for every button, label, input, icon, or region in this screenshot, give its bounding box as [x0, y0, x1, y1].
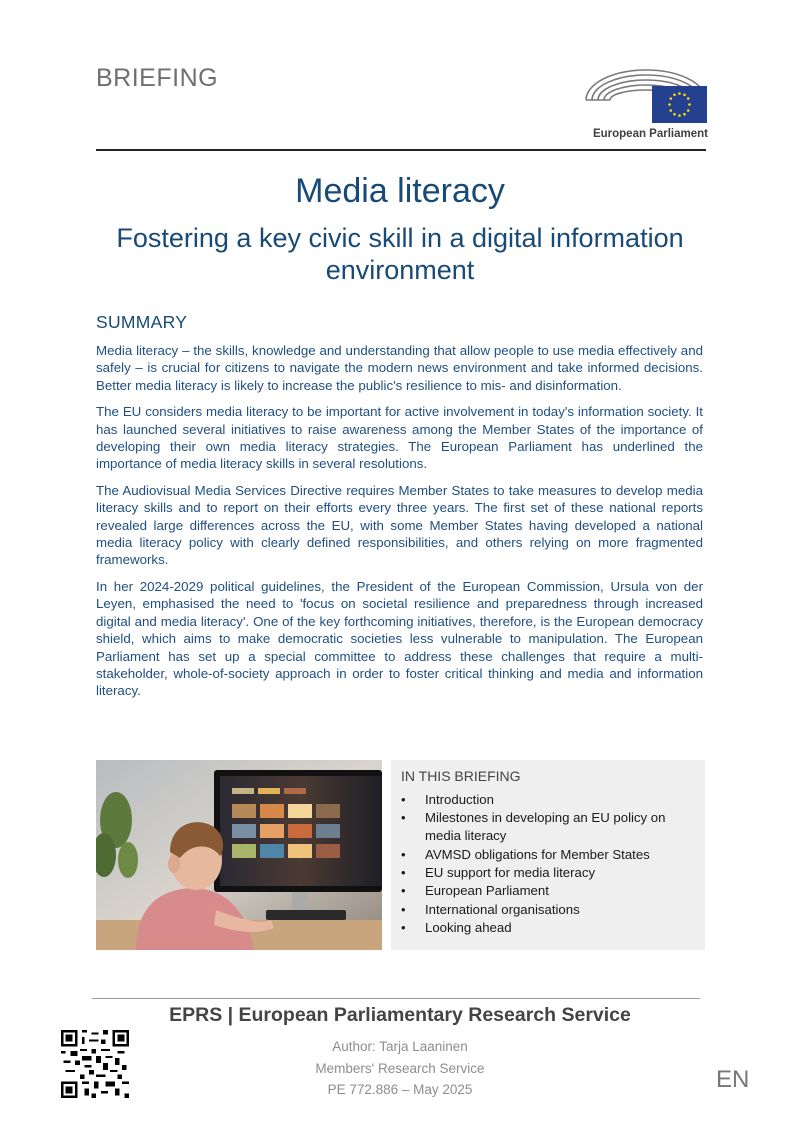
summary-heading: SUMMARY — [96, 312, 188, 332]
european-parliament-name: European Parliament — [592, 128, 708, 140]
summary-paragraph: The Audiovisual Media Services Directive requires Member States to take measures to develop media literacy skills and to report on their efforts every three years. The first set of these national reports revealed large differences across the EU, with some Member States having developed a national media literacy policy with clearly defined responsibilities, and others relying on more fragmented frameworks. — [96, 482, 703, 568]
page-title: Media literacy — [295, 172, 505, 210]
header-divider — [96, 149, 706, 151]
summary-paragraph: Media literacy – the skills, knowledge and understanding that allow people to use media effectively and safely – is crucial for citizens to navigate the modern news environment and take informed decisions. Better media literacy is likely to increase the public's resilience to mis- and disinformation. — [96, 343, 703, 393]
eprs-service-name: EPRS | European Parliamentary Research Service — [169, 1004, 631, 1026]
document-reference: PE 772.886 – May 2025 — [327, 1082, 473, 1097]
toc-list — [401, 791, 691, 938]
research-unit-line: Members' Research Service — [315, 1060, 485, 1076]
in-this-briefing-box — [391, 760, 705, 950]
toc-item[interactable]: • Introduction — [401, 791, 691, 809]
toc-item[interactable]: • European Parliament — [401, 882, 691, 900]
qr-code-icon[interactable] — [61, 1030, 129, 1098]
footer-meta — [250, 1036, 550, 1101]
footer-divider — [92, 998, 700, 999]
page-subtitle: Fostering a key civic skill in a digital information environment — [116, 223, 684, 285]
eu-flag-icon — [652, 86, 707, 123]
toc-item[interactable]: • EU support for media literacy — [401, 864, 691, 882]
toc-item[interactable]: • Milestones in developing an EU policy on media literacy — [401, 809, 691, 845]
toc-item[interactable]: • International organisations — [401, 901, 691, 919]
document-type-label: BRIEFING — [96, 64, 219, 92]
summary-paragraph: In her 2024-2029 political guidelines, the President of the European Commission, Ursula von der Leyen, emphasised the need to 'focus on societal resilience and preparedness through increased digital and media literacy'. One of the key forthcoming initiatives, therefore, is the European democracy shield, which aims to make democratic societies less vulnerable to manipulation. The European Parliament has set up a special committee to address these challenges that require a multi-stakeholder, whole-of-society approach in order to foster critical thinking and media and information literacy. — [96, 578, 703, 699]
toc-heading: IN THIS BRIEFING — [401, 768, 521, 784]
summary-section — [96, 342, 703, 709]
summary-paragraph: The EU considers media literacy to be important for active involvement in today's information society. It has launched several initiatives to raise awareness among the Member States of the importance of developing their own media literacy strategies. The European Parliament has underlined the importance of media literacy skills in several resolutions. — [96, 404, 703, 472]
toc-item[interactable]: • AVMSD obligations for Member States — [401, 846, 691, 864]
child-at-computer-photo — [96, 760, 382, 950]
author-line: Author: Tarja Laaninen — [332, 1039, 468, 1054]
toc-item[interactable]: • Looking ahead — [401, 919, 691, 937]
language-code: EN — [716, 1066, 750, 1093]
